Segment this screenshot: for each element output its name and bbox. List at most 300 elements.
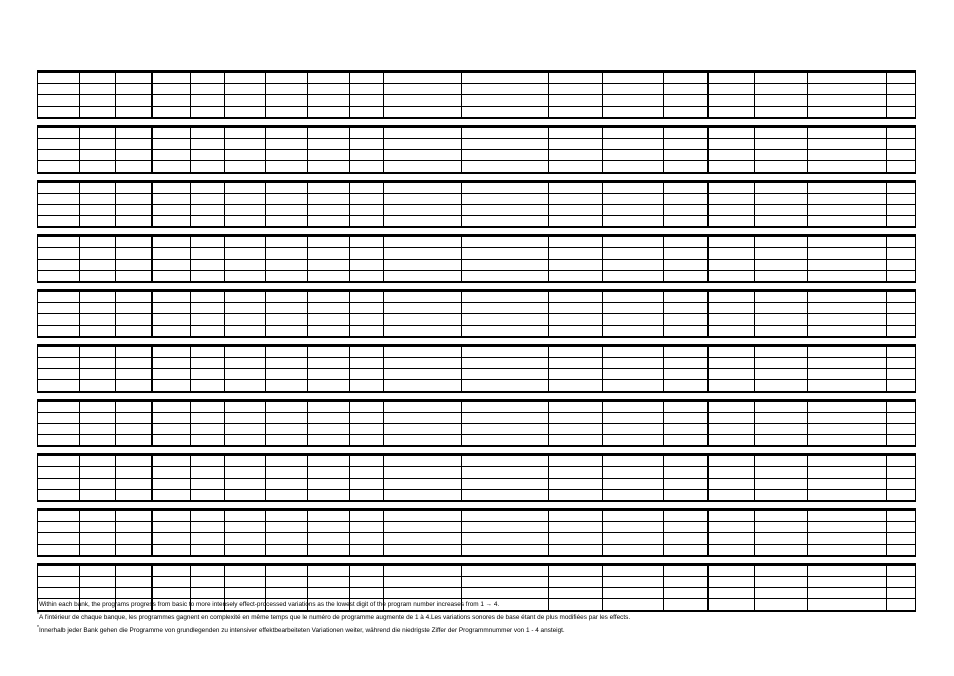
table-row <box>38 478 916 489</box>
blank-cell <box>191 106 225 117</box>
blank-cell <box>152 270 191 281</box>
blank-cell <box>462 292 549 303</box>
table-row <box>38 248 916 259</box>
table-row <box>38 456 916 467</box>
blank-cell <box>116 565 152 576</box>
blank-cell <box>191 346 225 357</box>
blank-cell <box>549 401 603 412</box>
blank-cell <box>225 270 266 281</box>
blank-cell <box>664 150 708 161</box>
blank-cell <box>80 435 116 446</box>
blank-cell <box>384 565 462 576</box>
blank-cell <box>225 369 266 380</box>
blank-cell <box>308 380 350 391</box>
blank-cell <box>308 435 350 446</box>
blank-cell <box>808 138 887 149</box>
blank-cell <box>664 84 708 95</box>
blank-cell <box>549 292 603 303</box>
blank-cell <box>116 303 152 314</box>
blank-cell <box>384 325 462 336</box>
blank-cell <box>549 73 603 84</box>
blank-cell <box>38 138 80 149</box>
blank-cell <box>80 456 116 467</box>
blank-cell <box>664 489 708 500</box>
blank-cell <box>549 380 603 391</box>
blank-cell <box>664 216 708 227</box>
blank-cell <box>755 522 808 533</box>
blank-cell <box>603 467 664 478</box>
blank-cell <box>116 84 152 95</box>
blank-cell <box>808 193 887 204</box>
blank-cell <box>708 193 755 204</box>
blank-cell <box>462 248 549 259</box>
blank-cell <box>80 314 116 325</box>
blank-cell <box>266 138 308 149</box>
blank-cell <box>808 576 887 587</box>
blank-cell <box>384 73 462 84</box>
blank-cell <box>886 576 915 587</box>
bank-block <box>37 399 916 448</box>
blank-cell <box>603 270 664 281</box>
blank-cell <box>350 456 384 467</box>
blank-cell <box>808 369 887 380</box>
blank-cell <box>664 478 708 489</box>
blank-cell <box>708 369 755 380</box>
blank-cell <box>191 522 225 533</box>
blank-cell <box>664 248 708 259</box>
blank-cell <box>664 456 708 467</box>
blank-cell <box>350 511 384 522</box>
blank-cell <box>266 456 308 467</box>
blank-cell <box>308 204 350 215</box>
blank-cell <box>755 412 808 423</box>
blank-cell <box>384 314 462 325</box>
blank-cell <box>808 182 887 193</box>
blank-cell <box>38 127 80 138</box>
footnote-german: *Innerhalb jeder Bank gehen die Programme von grundlegenden zu intensiver effektbearbeiteten Variationen weiter, während die niedrigste Ziffer der Programmnummer von 1 - 4 ansteigt. <box>37 625 565 634</box>
blank-cell <box>384 127 462 138</box>
blank-cell <box>886 95 915 106</box>
blank-cell <box>603 511 664 522</box>
blank-cell <box>308 412 350 423</box>
blank-cell <box>308 369 350 380</box>
blank-cell <box>384 412 462 423</box>
blank-cell <box>462 138 549 149</box>
blank-cell <box>191 216 225 227</box>
blank-cell <box>603 259 664 270</box>
blank-cell <box>384 182 462 193</box>
blank-cell <box>38 193 80 204</box>
blank-cell <box>350 346 384 357</box>
blank-cell <box>225 127 266 138</box>
blank-cell <box>664 412 708 423</box>
blank-cell <box>116 292 152 303</box>
blank-cell <box>755 533 808 544</box>
blank-cell <box>116 544 152 555</box>
blank-cell <box>266 533 308 544</box>
blank-cell <box>191 84 225 95</box>
blank-cell <box>191 533 225 544</box>
blank-cell <box>266 478 308 489</box>
blank-cell <box>152 357 191 368</box>
blank-cell <box>808 259 887 270</box>
blank-cell <box>603 565 664 576</box>
blank-cell <box>38 182 80 193</box>
blank-cell <box>808 204 887 215</box>
blank-cell <box>384 84 462 95</box>
bank-table <box>37 72 916 117</box>
blank-cell <box>350 138 384 149</box>
blank-cell <box>384 303 462 314</box>
blank-cell <box>603 106 664 117</box>
blank-cell <box>808 84 887 95</box>
blank-cell <box>191 237 225 248</box>
blank-cell <box>664 423 708 434</box>
blank-cell <box>603 303 664 314</box>
blank-cell <box>549 325 603 336</box>
blank-cell <box>308 106 350 117</box>
blank-cell <box>664 435 708 446</box>
blank-cell <box>308 84 350 95</box>
blank-cell <box>38 522 80 533</box>
blank-cell <box>225 138 266 149</box>
blank-cell <box>462 84 549 95</box>
blank-cell <box>886 467 915 478</box>
bank-table <box>37 236 916 281</box>
blank-cell <box>191 544 225 555</box>
blank-cell <box>152 435 191 446</box>
blank-cell <box>384 467 462 478</box>
blank-cell <box>708 435 755 446</box>
blank-cell <box>152 204 191 215</box>
blank-cell <box>116 314 152 325</box>
blank-cell <box>549 95 603 106</box>
blank-cell <box>308 401 350 412</box>
blank-cell <box>350 193 384 204</box>
table-row <box>38 533 916 544</box>
blank-cell <box>755 565 808 576</box>
blank-cell <box>603 346 664 357</box>
blank-cell <box>808 565 887 576</box>
blank-cell <box>225 346 266 357</box>
blank-cell <box>116 489 152 500</box>
blank-cell <box>350 84 384 95</box>
blank-cell <box>80 467 116 478</box>
blank-cell <box>664 73 708 84</box>
blank-cell <box>549 357 603 368</box>
blank-cell <box>549 150 603 161</box>
blank-cell <box>80 204 116 215</box>
blank-cell <box>603 237 664 248</box>
blank-cell <box>886 412 915 423</box>
blank-cell <box>664 193 708 204</box>
blank-cell <box>308 478 350 489</box>
blank-cell <box>191 303 225 314</box>
blank-cell <box>225 182 266 193</box>
blank-cell <box>350 533 384 544</box>
blank-cell <box>664 401 708 412</box>
table-row <box>38 522 916 533</box>
blank-cell <box>225 412 266 423</box>
blank-cell <box>603 544 664 555</box>
blank-cell <box>708 346 755 357</box>
blank-cell <box>80 248 116 259</box>
blank-cell <box>308 314 350 325</box>
blank-cell <box>266 435 308 446</box>
blank-cell <box>755 204 808 215</box>
blank-cell <box>708 380 755 391</box>
table-row <box>38 150 916 161</box>
blank-cell <box>266 259 308 270</box>
blank-cell <box>266 325 308 336</box>
blank-cell <box>38 259 80 270</box>
blank-cell <box>384 478 462 489</box>
blank-cell <box>152 456 191 467</box>
blank-cell <box>225 435 266 446</box>
blank-cell <box>664 138 708 149</box>
blank-cell <box>708 161 755 172</box>
blank-cell <box>664 95 708 106</box>
bank-table <box>37 291 916 336</box>
blank-cell <box>80 533 116 544</box>
blank-cell <box>708 423 755 434</box>
blank-cell <box>80 182 116 193</box>
blank-cell <box>80 303 116 314</box>
blank-cell <box>225 478 266 489</box>
blank-cell <box>308 489 350 500</box>
blank-cell <box>384 511 462 522</box>
blank-cell <box>549 270 603 281</box>
blank-cell <box>191 357 225 368</box>
blank-cell <box>350 489 384 500</box>
blank-cell <box>462 346 549 357</box>
blank-cell <box>886 150 915 161</box>
blank-cell <box>384 522 462 533</box>
blank-cell <box>191 182 225 193</box>
blank-cell <box>808 303 887 314</box>
blank-cell <box>462 380 549 391</box>
blank-cell <box>708 127 755 138</box>
footnote-french: *A l'intérieur de chaque banque, les programmes gagnent en complexité en même temps que le numéro de programme augmente de 1 à 4.Les variations sonores de base étant de plus modifiées par les effects. <box>37 612 631 621</box>
blank-cell <box>225 161 266 172</box>
blank-cell <box>350 314 384 325</box>
blank-cell <box>116 127 152 138</box>
blank-cell <box>462 489 549 500</box>
blank-cell <box>266 346 308 357</box>
blank-cell <box>384 533 462 544</box>
blank-cell <box>462 182 549 193</box>
blank-cell <box>708 357 755 368</box>
blank-cell <box>708 248 755 259</box>
blank-cell <box>603 138 664 149</box>
blank-cell <box>755 489 808 500</box>
blank-cell <box>549 478 603 489</box>
blank-cell <box>116 423 152 434</box>
blank-cell <box>350 423 384 434</box>
blank-cell <box>80 423 116 434</box>
blank-cell <box>708 73 755 84</box>
blank-cell <box>266 95 308 106</box>
blank-cell <box>549 435 603 446</box>
blank-cell <box>549 248 603 259</box>
blank-cell <box>152 576 191 587</box>
blank-cell <box>808 216 887 227</box>
blank-cell <box>708 303 755 314</box>
blank-cell <box>886 248 915 259</box>
blank-cell <box>755 73 808 84</box>
blank-cell <box>708 182 755 193</box>
blank-cell <box>755 369 808 380</box>
blank-cell <box>38 456 80 467</box>
blank-cell <box>116 456 152 467</box>
table-row <box>38 73 916 84</box>
blank-cell <box>191 369 225 380</box>
blank-cell <box>755 544 808 555</box>
bank-table <box>37 127 916 172</box>
blank-cell <box>384 489 462 500</box>
blank-cell <box>755 435 808 446</box>
blank-cell <box>350 357 384 368</box>
blank-cell <box>350 522 384 533</box>
blank-cell <box>350 248 384 259</box>
blank-cell <box>664 237 708 248</box>
blank-cell <box>603 478 664 489</box>
table-row <box>38 380 916 391</box>
blank-cell <box>116 412 152 423</box>
blank-cell <box>308 248 350 259</box>
blank-cell <box>38 489 80 500</box>
blank-cell <box>350 106 384 117</box>
blank-cell <box>38 84 80 95</box>
blank-cell <box>708 511 755 522</box>
blank-cell <box>266 127 308 138</box>
bank-block <box>37 180 916 229</box>
blank-cell <box>266 489 308 500</box>
blank-cell <box>80 522 116 533</box>
blank-cell <box>708 106 755 117</box>
blank-cell <box>38 106 80 117</box>
blank-cell <box>755 423 808 434</box>
blank-cell <box>886 478 915 489</box>
blank-cell <box>808 270 887 281</box>
blank-cell <box>225 565 266 576</box>
blank-cell <box>266 314 308 325</box>
blank-cell <box>80 216 116 227</box>
blank-cell <box>603 216 664 227</box>
blank-cell <box>808 106 887 117</box>
blank-cell <box>462 544 549 555</box>
blank-cell <box>225 314 266 325</box>
blank-cell <box>755 237 808 248</box>
blank-cell <box>664 182 708 193</box>
blank-cell <box>808 325 887 336</box>
blank-cell <box>886 369 915 380</box>
blank-cell <box>708 325 755 336</box>
blank-cell <box>38 544 80 555</box>
blank-cell <box>266 84 308 95</box>
blank-cell <box>225 357 266 368</box>
blank-cell <box>549 456 603 467</box>
blank-cell <box>603 489 664 500</box>
blank-cell <box>886 325 915 336</box>
blank-cell <box>116 511 152 522</box>
blank-cell <box>708 150 755 161</box>
blank-cell <box>886 511 915 522</box>
blank-cell <box>225 193 266 204</box>
blank-cell <box>886 216 915 227</box>
blank-cell <box>664 106 708 117</box>
blank-cell <box>886 303 915 314</box>
blank-cell <box>80 346 116 357</box>
blank-cell <box>886 161 915 172</box>
blank-cell <box>462 456 549 467</box>
blank-cell <box>603 292 664 303</box>
blank-cell <box>755 161 808 172</box>
table-row <box>38 292 916 303</box>
blank-cell <box>350 576 384 587</box>
blank-cell <box>708 533 755 544</box>
blank-cell <box>808 533 887 544</box>
blank-cell <box>549 511 603 522</box>
blank-cell <box>350 412 384 423</box>
blank-cell <box>152 292 191 303</box>
blank-cell <box>603 401 664 412</box>
blank-cell <box>755 106 808 117</box>
blank-cell <box>191 576 225 587</box>
blank-cell <box>38 248 80 259</box>
table-row <box>38 369 916 380</box>
blank-cell <box>755 401 808 412</box>
blank-cell <box>708 478 755 489</box>
blank-cell <box>191 248 225 259</box>
blank-cell <box>266 204 308 215</box>
blank-cell <box>603 435 664 446</box>
blank-cell <box>664 576 708 587</box>
blank-cell <box>664 127 708 138</box>
blank-cell <box>664 325 708 336</box>
blank-cell <box>116 401 152 412</box>
blank-cell <box>603 161 664 172</box>
blank-cell <box>755 259 808 270</box>
blank-cell <box>266 544 308 555</box>
blank-cell <box>384 138 462 149</box>
blank-cell <box>462 150 549 161</box>
blank-cell <box>225 380 266 391</box>
blank-cell <box>116 435 152 446</box>
blank-cell <box>886 565 915 576</box>
blank-cell <box>755 576 808 587</box>
blank-cell <box>886 270 915 281</box>
blank-cell <box>603 204 664 215</box>
blank-cell <box>266 380 308 391</box>
blank-cell <box>116 522 152 533</box>
blank-cell <box>225 467 266 478</box>
blank-cell <box>664 357 708 368</box>
blank-cell <box>116 237 152 248</box>
blank-cell <box>266 216 308 227</box>
blank-cell <box>755 193 808 204</box>
blank-cell <box>808 73 887 84</box>
blank-cell <box>755 216 808 227</box>
blank-cell <box>603 576 664 587</box>
blank-cell <box>38 357 80 368</box>
blank-cell <box>308 565 350 576</box>
blank-cell <box>808 161 887 172</box>
blank-cell <box>38 325 80 336</box>
blank-cell <box>38 314 80 325</box>
blank-cell <box>708 138 755 149</box>
blank-cell <box>308 576 350 587</box>
